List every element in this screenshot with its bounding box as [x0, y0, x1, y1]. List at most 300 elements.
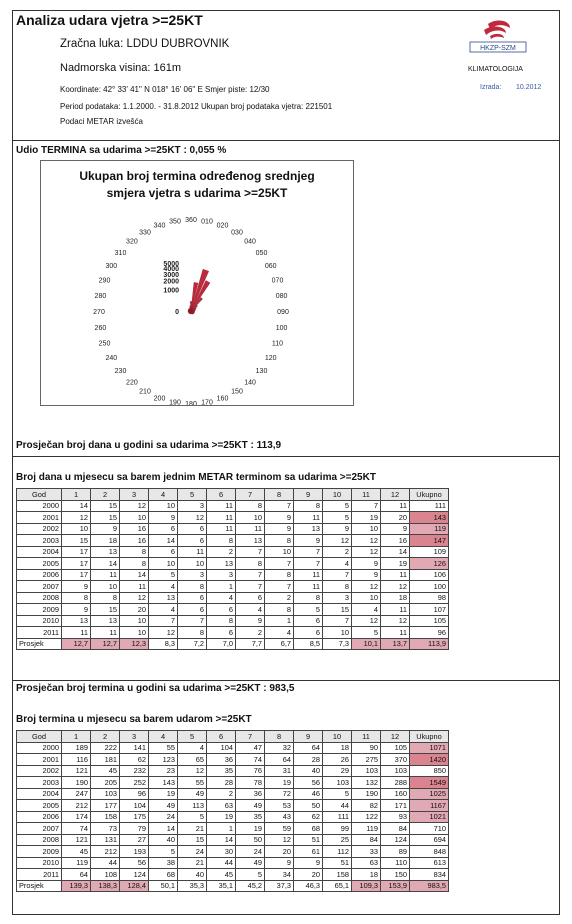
month-cell: 14	[149, 535, 178, 547]
month-cell: 119	[62, 857, 91, 869]
month-cell: 50	[236, 834, 265, 846]
month-cell: 7	[265, 500, 294, 512]
column-header: Ukupno	[410, 731, 449, 743]
direction-label: 110	[271, 340, 284, 348]
month-cell: 11	[381, 500, 410, 512]
month-cell: 104	[120, 800, 149, 812]
month-cell: 8	[294, 500, 323, 512]
month-cell: 10	[265, 546, 294, 558]
month-cell: 7	[323, 569, 352, 581]
month-cell: 8	[120, 546, 149, 558]
month-cell: 8	[178, 627, 207, 639]
month-cell: 19	[236, 823, 265, 835]
month-cell: 13	[294, 523, 323, 535]
column-header: 8	[265, 731, 294, 743]
total-cell: 1167	[410, 800, 449, 812]
direction-label: 280	[94, 293, 107, 300]
month-cell: 15	[62, 535, 91, 547]
direction-label: 030	[231, 229, 243, 237]
month-cell: 122	[352, 811, 381, 823]
month-cell: 11	[120, 581, 149, 593]
month-cell: 3	[323, 592, 352, 604]
month-cell: 9	[323, 523, 352, 535]
average-cell: 65,1	[323, 880, 352, 892]
month-cell: 3	[178, 569, 207, 581]
month-cell: 158	[91, 811, 120, 823]
department: KLIMATOLOGIJA	[468, 66, 523, 73]
month-cell: 123	[149, 754, 178, 766]
month-cell: 63	[352, 857, 381, 869]
month-cell: 68	[294, 823, 323, 835]
month-cell: 6	[178, 592, 207, 604]
month-cell: 103	[352, 765, 381, 777]
average-cell: 37,3	[265, 880, 294, 892]
month-cell: 212	[91, 846, 120, 858]
average-cell: 983,5	[410, 880, 449, 892]
month-cell: 8	[62, 592, 91, 604]
chart-title-line1: Ukupan broj termina određenog srednjeg	[79, 169, 315, 183]
month-cell: 28	[294, 754, 323, 766]
average-row	[17, 638, 449, 650]
direction-label: 260	[94, 325, 107, 332]
month-cell: 32	[265, 742, 294, 754]
month-cell: 9	[352, 569, 381, 581]
month-cell: 65	[178, 754, 207, 766]
year-cell: 2005	[17, 800, 62, 812]
month-cell: 4	[178, 742, 207, 754]
month-cell: 6	[294, 615, 323, 627]
month-cell: 40	[178, 869, 207, 881]
month-cell: 20	[294, 869, 323, 881]
elevation: Nadmorska visina: 161m	[60, 62, 182, 74]
column-header: 9	[294, 489, 323, 501]
month-cell: 74	[62, 823, 91, 835]
table-row	[17, 777, 449, 789]
month-cell: 158	[323, 869, 352, 881]
total-cell: 1025	[410, 788, 449, 800]
table-row	[17, 558, 449, 570]
average-cell: 7,7	[236, 638, 265, 650]
table-row	[17, 788, 449, 800]
direction-label: 100	[275, 325, 288, 332]
month-cell: 56	[120, 857, 149, 869]
month-cell: 4	[149, 581, 178, 593]
month-cell: 8	[323, 581, 352, 593]
column-header: 4	[149, 731, 178, 743]
month-cell: 5	[178, 811, 207, 823]
month-cell: 11	[294, 569, 323, 581]
month-cell: 21	[178, 857, 207, 869]
radial-tick-label: 0	[175, 309, 179, 316]
direction-label: 220	[126, 379, 138, 387]
wind-rose-chart	[40, 160, 354, 406]
column-header: 1	[62, 489, 91, 501]
average-cell: 6,7	[265, 638, 294, 650]
average-cell: 109,3	[352, 880, 381, 892]
airport-name: Zračna luka: LDDU DUBROVNIK	[60, 38, 230, 50]
month-cell: 17	[62, 558, 91, 570]
year-cell: 2003	[17, 535, 62, 547]
direction-label: 300	[105, 263, 118, 270]
month-cell: 10	[120, 627, 149, 639]
year-cell: 2002	[17, 523, 62, 535]
average-cell: 153,9	[381, 880, 410, 892]
month-cell: 6	[178, 523, 207, 535]
month-cell: 5	[149, 569, 178, 581]
month-cell: 16	[120, 535, 149, 547]
month-cell: 11	[178, 546, 207, 558]
month-cell: 25	[323, 834, 352, 846]
column-header: 7	[236, 731, 265, 743]
month-cell: 9	[294, 535, 323, 547]
column-header: 10	[323, 731, 352, 743]
average-cell: 7,0	[207, 638, 236, 650]
month-cell: 9	[265, 512, 294, 524]
total-cell: 107	[410, 604, 449, 616]
month-cell: 96	[120, 788, 149, 800]
month-cell: 8	[91, 592, 120, 604]
month-cell: 8	[120, 558, 149, 570]
table-row	[17, 569, 449, 581]
month-cell: 8	[265, 604, 294, 616]
column-header: 8	[265, 489, 294, 501]
month-cell: 174	[62, 811, 91, 823]
month-cell: 18	[91, 535, 120, 547]
month-cell: 34	[265, 869, 294, 881]
month-cell: 116	[62, 754, 91, 766]
month-cell: 10	[120, 512, 149, 524]
month-cell: 10	[323, 627, 352, 639]
direction-label: 200	[153, 395, 166, 403]
month-cell: 20	[120, 604, 149, 616]
month-cell: 124	[381, 834, 410, 846]
direction-label: 360	[185, 217, 197, 224]
average-label: Prosjek	[17, 880, 62, 892]
month-cell: 11	[207, 512, 236, 524]
month-cell: 13	[62, 615, 91, 627]
month-cell: 29	[323, 765, 352, 777]
month-cell: 9	[236, 615, 265, 627]
month-cell: 47	[236, 742, 265, 754]
column-header: 11	[352, 731, 381, 743]
average-cell: 7,2	[178, 638, 207, 650]
month-cell: 7	[236, 581, 265, 593]
month-cell: 3	[207, 569, 236, 581]
month-cell: 6	[294, 627, 323, 639]
month-cell: 8	[265, 569, 294, 581]
table-row	[17, 581, 449, 593]
month-cell: 9	[265, 523, 294, 535]
month-cell: 7	[149, 615, 178, 627]
month-cell: 15	[178, 834, 207, 846]
average-cell: 12,3	[120, 638, 149, 650]
direction-label: 010	[201, 218, 213, 226]
data-period: Period podataka: 1.1.2000. - 31.8.2012 Ukupan broj podataka vjetra: 221501	[60, 102, 333, 111]
month-cell: 7	[236, 569, 265, 581]
month-cell: 84	[352, 834, 381, 846]
month-cell: 8	[236, 500, 265, 512]
direction-label: 290	[98, 277, 111, 285]
month-cell: 49	[236, 857, 265, 869]
month-cell: 4	[265, 627, 294, 639]
month-cell: 121	[62, 765, 91, 777]
month-cell: 2	[207, 788, 236, 800]
direction-label: 040	[244, 238, 256, 246]
month-cell: 12	[352, 546, 381, 558]
month-cell: 82	[352, 800, 381, 812]
column-header: 6	[207, 731, 236, 743]
table-row	[17, 512, 449, 524]
avg-days-line: Prosječan broj dana u godini sa udarima >=25KT : 113,9	[16, 440, 282, 451]
month-cell: 16	[120, 523, 149, 535]
month-cell: 19	[265, 777, 294, 789]
column-header: 9	[294, 731, 323, 743]
table-row	[17, 546, 449, 558]
month-cell: 51	[323, 857, 352, 869]
month-cell: 35	[236, 811, 265, 823]
month-cell: 9	[381, 523, 410, 535]
month-cell: 5	[294, 604, 323, 616]
month-cell: 5	[323, 512, 352, 524]
table-header-row	[17, 489, 449, 501]
month-cell: 103	[323, 777, 352, 789]
year-cell: 2011	[17, 627, 62, 639]
month-cell: 68	[149, 869, 178, 881]
month-cell: 6	[207, 627, 236, 639]
column-header: 5	[178, 731, 207, 743]
table-row	[17, 846, 449, 858]
month-cell: 5	[323, 788, 352, 800]
month-cell: 14	[207, 834, 236, 846]
month-cell: 27	[120, 834, 149, 846]
direction-label: 190	[169, 399, 181, 405]
month-cell: 31	[265, 765, 294, 777]
month-cell: 8	[178, 581, 207, 593]
month-cell: 132	[352, 777, 381, 789]
month-cell: 23	[149, 765, 178, 777]
month-cell: 16	[381, 535, 410, 547]
column-header: God	[17, 489, 62, 501]
month-cell: 5	[323, 500, 352, 512]
direction-label: 270	[93, 309, 105, 316]
month-cell: 189	[62, 742, 91, 754]
year-cell: 2008	[17, 592, 62, 604]
month-cell: 21	[178, 823, 207, 835]
month-cell: 119	[352, 823, 381, 835]
direction-label: 230	[114, 368, 127, 376]
month-cell: 190	[352, 788, 381, 800]
month-cell: 2	[207, 546, 236, 558]
total-cell: 848	[410, 846, 449, 858]
month-cell: 13	[236, 535, 265, 547]
year-cell: 2005	[17, 558, 62, 570]
month-cell: 4	[323, 558, 352, 570]
month-cell: 7	[323, 615, 352, 627]
total-cell: 147	[410, 535, 449, 547]
month-cell: 2	[323, 546, 352, 558]
radial-tick-label: 3000	[163, 271, 179, 279]
month-cell: 45	[207, 869, 236, 881]
table-row	[17, 823, 449, 835]
table-row	[17, 800, 449, 812]
total-cell: 1549	[410, 777, 449, 789]
month-cell: 124	[120, 869, 149, 881]
direction-label: 310	[114, 249, 127, 257]
month-cell: 121	[62, 834, 91, 846]
total-cell: 100	[410, 581, 449, 593]
average-cell: 12,7	[62, 638, 91, 650]
direction-label: 150	[231, 388, 243, 396]
month-cell: 24	[178, 846, 207, 858]
avg-terms-line: Prosječan broj termina u godini sa udarima >=25KT : 983,5	[16, 683, 295, 694]
average-cell: 35,1	[207, 880, 236, 892]
month-cell: 19	[149, 788, 178, 800]
month-cell: 15	[91, 604, 120, 616]
month-cell: 177	[91, 800, 120, 812]
table2-heading: Broj termina u mjesecu sa barem udarom >=25KT	[16, 714, 252, 725]
month-cell: 181	[91, 754, 120, 766]
month-cell: 11	[62, 627, 91, 639]
average-cell: 35,3	[178, 880, 207, 892]
month-cell: 36	[207, 754, 236, 766]
direction-label: 050	[255, 249, 268, 257]
month-cell: 40	[149, 834, 178, 846]
column-header: 10	[323, 489, 352, 501]
month-cell: 11	[207, 500, 236, 512]
radial-tick-label: 4000	[163, 266, 179, 274]
total-cell: 694	[410, 834, 449, 846]
coordinates: Koordinate: 42° 33' 41" N 018° 16' 06" E Smjer piste: 12/30	[60, 85, 270, 94]
month-cell: 10	[149, 500, 178, 512]
total-cell: 105	[410, 615, 449, 627]
month-cell: 10	[91, 581, 120, 593]
month-cell: 14	[149, 823, 178, 835]
month-cell: 76	[236, 765, 265, 777]
month-cell: 28	[207, 777, 236, 789]
month-cell: 14	[62, 500, 91, 512]
month-cell: 8	[207, 615, 236, 627]
month-cell: 7	[265, 558, 294, 570]
month-cell: 24	[236, 846, 265, 858]
month-cell: 6	[149, 546, 178, 558]
month-cell: 171	[381, 800, 410, 812]
month-cell: 12	[120, 592, 149, 604]
month-cell: 222	[91, 742, 120, 754]
column-header: 5	[178, 489, 207, 501]
month-cell: 10	[62, 523, 91, 535]
month-cell: 45	[91, 765, 120, 777]
month-cell: 13	[91, 615, 120, 627]
month-cell: 9	[149, 512, 178, 524]
month-cell: 93	[381, 811, 410, 823]
month-cell: 10	[352, 592, 381, 604]
month-cell: 10	[352, 523, 381, 535]
month-cell: 12	[381, 615, 410, 627]
issued-date: 10.2012	[516, 84, 542, 91]
month-cell: 252	[120, 777, 149, 789]
total-cell: 710	[410, 823, 449, 835]
total-cell: 850	[410, 765, 449, 777]
average-cell: 138,3	[91, 880, 120, 892]
year-cell: 2007	[17, 581, 62, 593]
month-cell: 74	[236, 754, 265, 766]
month-cell: 275	[352, 754, 381, 766]
table-row	[17, 869, 449, 881]
month-cell: 8	[294, 592, 323, 604]
terms-table	[16, 730, 449, 892]
average-cell: 139,3	[62, 880, 91, 892]
month-cell: 79	[120, 823, 149, 835]
average-cell: 12,7	[91, 638, 120, 650]
month-cell: 105	[381, 742, 410, 754]
month-cell: 11	[294, 512, 323, 524]
month-cell: 59	[265, 823, 294, 835]
month-cell: 12	[352, 615, 381, 627]
year-cell: 2000	[17, 500, 62, 512]
month-cell: 113	[178, 800, 207, 812]
column-header: 12	[381, 489, 410, 501]
radial-tick-label: 1000	[163, 287, 179, 295]
year-cell: 2009	[17, 604, 62, 616]
month-cell: 14	[381, 546, 410, 558]
share-line: Udio TERMINA sa udarima >=25KT : 0,055 %	[16, 145, 227, 156]
month-cell: 20	[265, 846, 294, 858]
table1-heading: Broj dana u mjesecu sa barem jednim METAR terminom sa udarima >=25KT	[16, 472, 376, 483]
month-cell: 64	[265, 754, 294, 766]
month-cell: 12	[381, 581, 410, 593]
column-header: 7	[236, 489, 265, 501]
direction-label: 080	[275, 293, 288, 300]
average-label: Prosjek	[17, 638, 62, 650]
month-cell: 11	[91, 569, 120, 581]
direction-label: 060	[264, 263, 277, 270]
direction-label: 070	[271, 277, 284, 285]
divider	[12, 456, 559, 457]
average-cell: 50,1	[149, 880, 178, 892]
org-logo-text: HKZP-SZM	[480, 45, 516, 52]
total-cell: 106	[410, 569, 449, 581]
month-cell: 55	[149, 742, 178, 754]
report-title: Analiza udara vjetra >=25KT	[16, 12, 203, 28]
month-cell: 141	[120, 742, 149, 754]
month-cell: 111	[323, 811, 352, 823]
month-cell: 12	[323, 535, 352, 547]
table-row	[17, 627, 449, 639]
month-cell: 44	[323, 800, 352, 812]
month-cell: 104	[207, 742, 236, 754]
month-cell: 49	[236, 800, 265, 812]
month-cell: 7	[265, 581, 294, 593]
average-cell: 8,5	[294, 638, 323, 650]
direction-label: 250	[98, 340, 111, 348]
wind-rose-plot	[41, 161, 353, 405]
month-cell: 49	[178, 788, 207, 800]
month-cell: 36	[236, 788, 265, 800]
month-cell: 55	[178, 777, 207, 789]
month-cell: 99	[323, 823, 352, 835]
total-cell: 1021	[410, 811, 449, 823]
average-cell: 46,3	[294, 880, 323, 892]
month-cell: 53	[265, 800, 294, 812]
month-cell: 73	[91, 823, 120, 835]
year-cell: 2007	[17, 823, 62, 835]
month-cell: 11	[236, 523, 265, 535]
table-row	[17, 535, 449, 547]
month-cell: 4	[207, 592, 236, 604]
average-row	[17, 880, 449, 892]
month-cell: 12	[62, 512, 91, 524]
year-cell: 2006	[17, 811, 62, 823]
